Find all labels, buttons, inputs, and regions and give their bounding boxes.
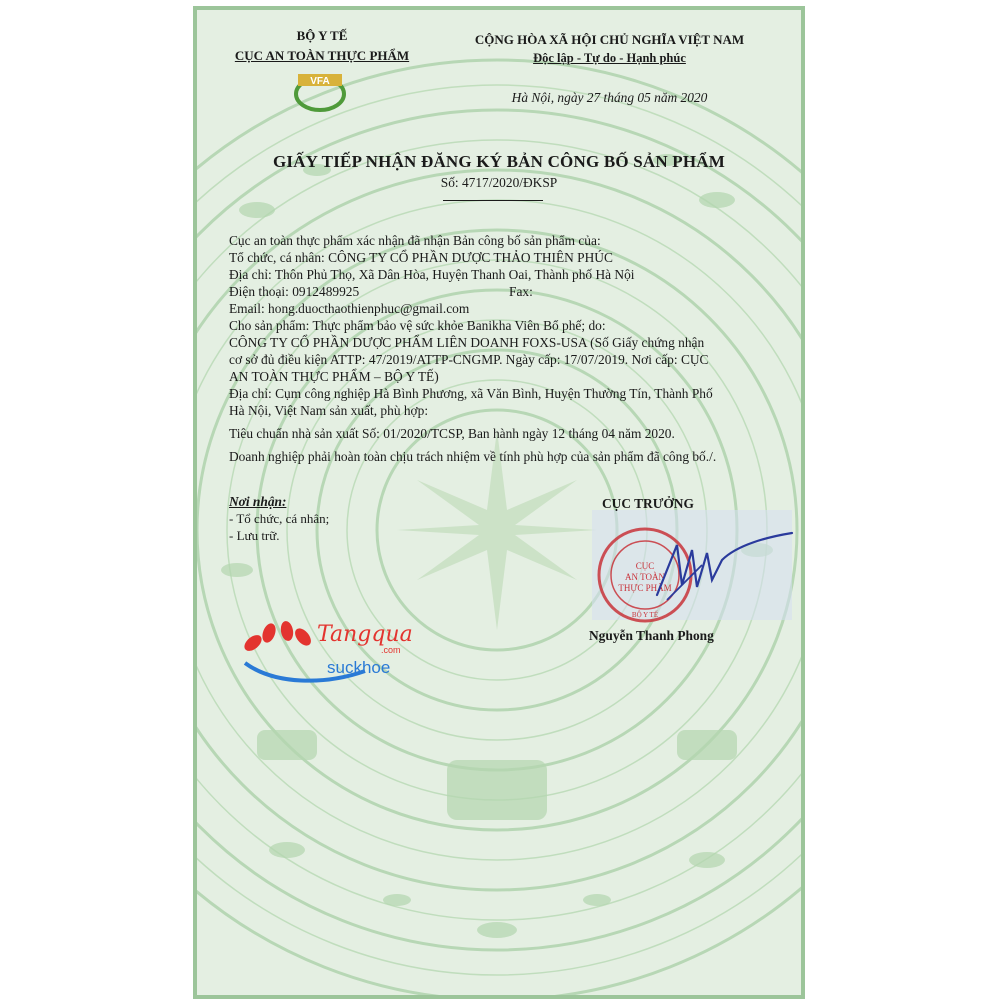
tangqua-watermark-logo	[235, 615, 425, 695]
seal-text-line: THỰC PHẨM	[618, 583, 672, 593]
body-line-manufacturer: CÔNG TY CỔ PHẦN DƯỢC PHẨM LIÊN DOANH FOXS-USA (Số Giấy chứng nhận	[229, 335, 705, 350]
body-line-fax: Fax:	[509, 284, 533, 299]
signer-role: CỤC TRƯỞNG	[602, 496, 694, 511]
seal-ring-text: BỘ Y TẾ	[631, 611, 659, 619]
body-line-phone: Điện thoại: 0912489925	[229, 284, 360, 299]
vfa-logo-text: VFA	[310, 76, 330, 87]
watermark-brand: Tangqua	[317, 622, 413, 647]
issue-date: Hà Nội, ngày 27 tháng 05 năm 2020	[511, 90, 708, 105]
vfa-logo-icon	[292, 66, 348, 114]
body-line-address: Địa chỉ: Thôn Phủ Thọ, Xã Dân Hòa, Huyện Thanh Oai, Thành phố Hà Nội	[229, 267, 635, 282]
body-line-certificate: cơ sở đủ điều kiện ATTP: 47/2019/ATTP-CNGMP. Ngày cấp: 17/07/2019. Nơi cấp: CỤC	[229, 352, 709, 367]
department-name: CỤC AN TOÀN THỰC PHẨM	[234, 48, 410, 63]
country-name: CỘNG HÒA XÃ HỘI CHỦ NGHĨA VIỆT NAM	[474, 32, 745, 47]
body-line-product: Cho sản phẩm: Thực phẩm bảo vệ sức khỏe Banikha Viên Bổ phế; do:	[229, 318, 606, 333]
signer-name: Nguyễn Thanh Phong	[589, 628, 714, 643]
body-line-organization: Tổ chức, cá nhân: CÔNG TY CỔ PHẦN DƯỢC THẢO THIÊN PHÚC	[229, 250, 613, 265]
watermark-sub: suckhoe	[327, 658, 391, 677]
document-number: Số: 4717/2020/ĐKSP	[440, 175, 558, 190]
ministry-name: BỘ Y TẾ	[296, 28, 348, 43]
body-line-factory-address-cont: Hà Nội, Việt Nam sản xuất, phù hợp:	[229, 403, 429, 418]
national-motto: Độc lập - Tự do - Hạnh phúc	[533, 51, 686, 65]
body-line-standard: Tiêu chuẩn nhà sản xuất Số: 01/2020/TCSP, Ban hành ngày 12 tháng 04 năm 2020.	[229, 426, 675, 441]
document-title: GIẤY TIẾP NHẬN ĐĂNG KÝ BẢN CÔNG BỐ SẢN PHẨM	[272, 152, 726, 171]
seal-text-line: AN TOÀN	[625, 572, 665, 582]
watermark-tld: .com	[381, 645, 401, 655]
recipient-item: - Lưu trữ.	[229, 528, 280, 543]
body-line-issuer: AN TOÀN THỰC PHẨM – BỘ Y TẾ)	[229, 369, 439, 384]
body-line-responsibility: Doanh nghiệp phải hoàn toàn chịu trách nhiệm về tính phù hợp của sản phẩm đã công bố./.	[229, 449, 717, 464]
body-line-factory-address: Địa chỉ: Cụm công nghiệp Hà Bình Phương, xã Văn Bình, Huyện Thường Tín, Thành Phố	[229, 386, 713, 401]
certificate-sheet	[193, 6, 805, 999]
handwritten-signature-icon	[637, 525, 797, 615]
recipient-item: - Tổ chức, cá nhân;	[229, 511, 330, 526]
seal-text-line: CỤC	[635, 561, 655, 571]
title-underline	[443, 200, 543, 201]
body-line-intro: Cục an toàn thực phẩm xác nhận đã nhận Bản công bố sản phẩm của:	[229, 233, 601, 248]
body-line-email: Email: hong.duocthaothienphuc@gmail.com	[229, 301, 470, 316]
recipients-heading: Nơi nhận:	[229, 494, 287, 509]
